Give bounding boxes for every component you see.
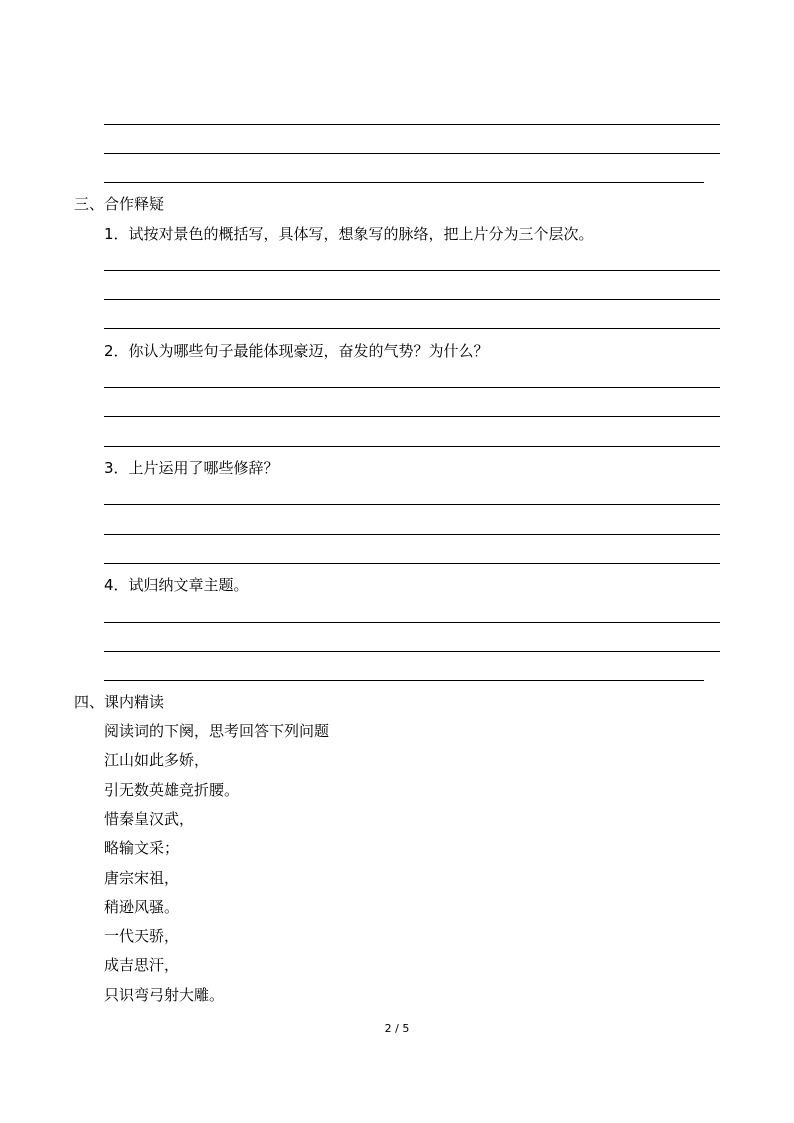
answer-line [104,387,720,388]
answer-line [104,153,720,154]
section-heading-4: 四、课内精读 [74,693,165,711]
poem-line: 唐宗宋祖， [104,869,180,887]
poem-line: 成吉思汗， [104,956,180,974]
answer-line [104,622,720,623]
answer-line [104,446,720,447]
poem-line: 惜秦皇汉武， [104,810,195,828]
question-2: 2．你认为哪些句子最能体现豪迈，奋发的气势？为什么？ [104,342,489,360]
poem-line: 略输文采； [104,839,180,857]
poem-line: 稍逊风骚。 [104,898,180,916]
reading-instruction: 阅读词的下阕，思考回答下列问题 [104,722,330,740]
answer-line [104,299,720,300]
answer-line [104,124,720,125]
answer-line [104,182,704,183]
answer-line [104,534,720,535]
question-4: 4．试归纳文章主题。 [104,576,249,594]
answer-line [104,504,720,505]
page-number: 2 / 5 [384,1022,410,1035]
question-3: 3．上片运用了哪些修辞？ [104,459,279,477]
poem-line: 一代天骄， [104,927,180,945]
answer-line [104,270,720,271]
poem-line: 江山如此多娇， [104,751,210,769]
answer-line [104,328,720,329]
answer-line [104,680,704,681]
section-heading-3: 三、合作释疑 [74,195,165,213]
answer-line [104,651,720,652]
question-1: 1．试按对景色的概括写，具体写，想象写的脉络，把上片分为三个层次。 [104,225,594,243]
answer-line [104,563,720,564]
poem-line: 引无数英雄竞折腰。 [104,781,240,799]
answer-line [104,416,720,417]
poem-line: 只识弯弓射大雕。 [104,986,225,1004]
